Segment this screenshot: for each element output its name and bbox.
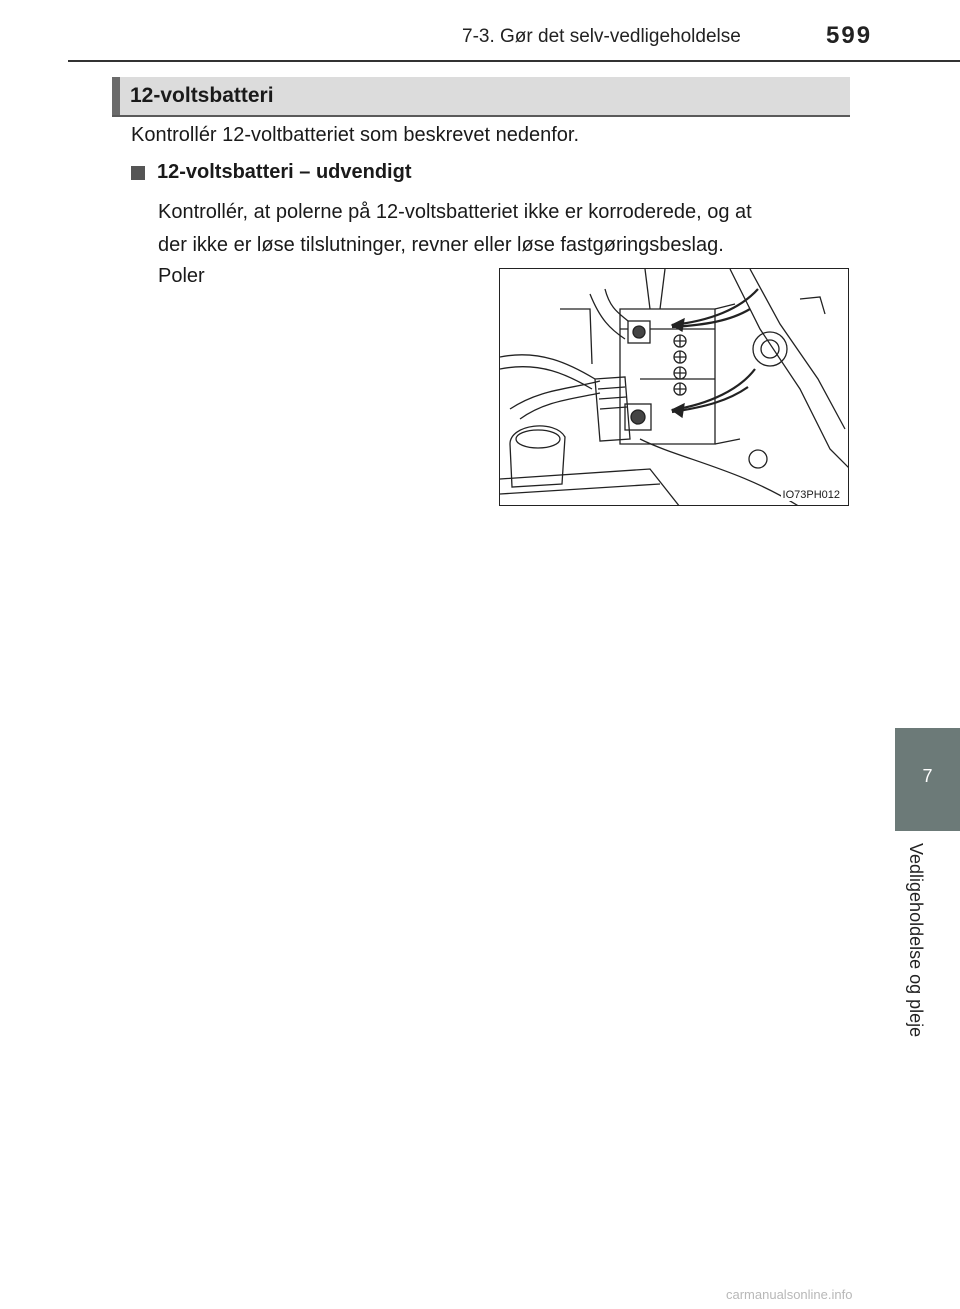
- chapter-label-text: Vedligeholdelse og pleje: [906, 843, 926, 1038]
- square-bullet-icon: [131, 166, 145, 180]
- section-accent: [112, 77, 120, 115]
- header-rule: [68, 60, 960, 62]
- page-header: [0, 0, 960, 60]
- chapter-number: 7: [922, 766, 933, 786]
- battery-figure: [499, 268, 849, 506]
- page-number: 599: [826, 22, 873, 49]
- chapter-title: 7-3. Gør det selv-vedligeholdelse: [462, 26, 741, 47]
- figure-code: IO73PH012: [782, 489, 840, 501]
- watermark: carmanualsonline.info: [726, 1287, 853, 1302]
- subheading: [131, 161, 412, 184]
- body-paragraph: [158, 196, 858, 262]
- section-heading-bar: [112, 77, 850, 117]
- battery-terminals-illustration-icon: [500, 269, 849, 506]
- callout-label: Poler: [158, 265, 205, 287]
- chapter-side-label: [900, 843, 930, 1063]
- subheading-text: 12-voltsbatteri – udvendigt: [157, 161, 412, 183]
- intro-text: Kontrollér 12-voltbatteriet som beskrevet nedenfor.: [131, 124, 580, 146]
- body-line: Kontrollér, at polerne på 12-voltsbatteriet ikke er korroderede, og at: [158, 201, 752, 223]
- body-line: der ikke er løse tilslutninger, revner eller løse fastgøringsbeslag.: [158, 234, 724, 256]
- chapter-tab: [895, 728, 960, 831]
- section-title: 12-voltsbatteri: [130, 84, 274, 107]
